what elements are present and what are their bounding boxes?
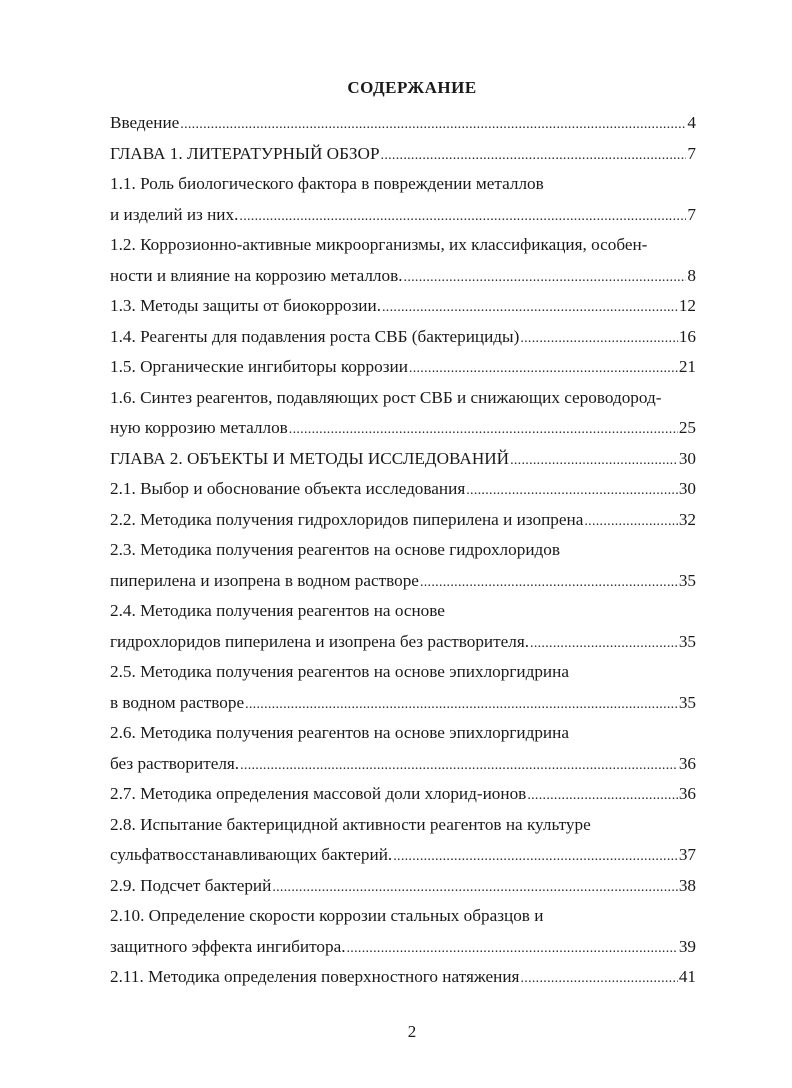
toc-entry-text: 1.4. Реагенты для подавления роста СВБ (бактерициды)	[110, 326, 520, 346]
toc-entry-line	[110, 718, 696, 749]
toc-dot-leader	[272, 871, 677, 904]
toc-dot-leader	[393, 840, 678, 873]
toc-dot-leader	[530, 627, 678, 660]
toc-entry-line	[110, 840, 696, 871]
toc-dot-leader	[245, 688, 678, 721]
toc-page-number: 8	[687, 265, 696, 285]
toc-entry-line	[110, 352, 696, 383]
toc-dot-leader	[404, 261, 687, 294]
toc-dot-leader	[382, 291, 678, 324]
toc-entry-text: в водном растворе	[110, 692, 245, 712]
toc-page-number: 12	[678, 296, 696, 315]
toc-entry-text: 1.2. Коррозионно-активные микроорганизмы, их классификация, особен-	[110, 235, 648, 254]
toc-page-number: 36	[678, 784, 696, 803]
toc-entry-text: защитного эффекта ингибитора.	[110, 936, 346, 956]
toc-dot-leader	[420, 566, 678, 599]
toc-entry-text: 2.3. Методика получения реагентов на основе гидрохлоридов	[110, 540, 560, 559]
toc-page-number: 37	[678, 845, 696, 864]
toc-dot-leader	[409, 352, 678, 385]
toc-entry-text: пиперилена и изопрена в водном растворе	[110, 570, 419, 590]
toc-entry-line	[110, 108, 696, 139]
toc-entry-line	[110, 383, 696, 414]
toc-entry-line	[110, 291, 696, 322]
toc-page-number: 35	[678, 692, 696, 712]
toc-entry-text: 2.9. Подсчет бактерий	[110, 875, 272, 895]
toc-entry-line	[110, 444, 696, 475]
toc-entry-line	[110, 535, 696, 566]
toc-page-number: 38	[678, 875, 696, 895]
toc-entry-text: 2.7. Методика определения массовой доли хлорид-ионов	[110, 784, 527, 803]
page-number: 2	[407, 1022, 417, 1041]
toc-page-number: 41	[678, 967, 696, 986]
toc-entry-line	[110, 749, 696, 780]
toc-entry-text: 2.6. Методика получения реагентов на основе эпихлоргидрина	[110, 723, 569, 742]
toc-page-number: 7	[687, 143, 696, 163]
toc-dot-leader	[527, 779, 678, 812]
table-of-contents	[110, 108, 696, 993]
toc-entry-line	[110, 871, 696, 902]
toc-entry-line	[110, 627, 696, 658]
toc-dot-leader	[510, 444, 678, 477]
toc-entry-line	[110, 139, 696, 170]
toc-entry-text: сульфатвосстанавливающих бактерий.	[110, 845, 393, 864]
toc-entry-text: 2.2. Методика получения гидрохлоридов пиперилена и изопрена	[110, 509, 584, 529]
toc-entry-line	[110, 566, 696, 597]
toc-entry-text: 2.10. Определение скорости коррозии стальных образцов и	[110, 906, 544, 925]
toc-entry-line	[110, 688, 696, 719]
toc-entry-text: 1.1. Роль биологического фактора в повреждении металлов	[110, 174, 544, 193]
toc-page-number: 39	[678, 936, 696, 956]
toc-dot-leader	[466, 474, 678, 507]
toc-entry-line	[110, 200, 696, 231]
toc-entry-text: Введение	[110, 113, 180, 132]
toc-page-number: 35	[678, 631, 696, 651]
toc-entry-text: 2.4. Методика получения реагентов на основе	[110, 601, 445, 620]
toc-entry-text: ности и влияние на коррозию металлов.	[110, 265, 403, 285]
toc-entry-text: ную коррозию металлов	[110, 418, 288, 437]
toc-entry-line	[110, 230, 696, 261]
toc-page-number: 21	[678, 357, 696, 376]
toc-entry-line	[110, 505, 696, 536]
toc-dot-leader	[240, 749, 678, 782]
toc-entry-text: и изделий из них.	[110, 204, 239, 224]
toc-entry-text: 1.3. Методы защиты от биокоррозии.	[110, 296, 381, 315]
toc-entry-line	[110, 901, 696, 932]
toc-entry-line	[110, 322, 696, 353]
toc-dot-leader	[239, 200, 686, 233]
toc-dot-leader	[520, 962, 677, 995]
toc-dot-leader	[289, 413, 678, 446]
toc-dot-leader	[381, 139, 687, 172]
toc-entry-text: ГЛАВА 1. ЛИТЕРАТУРНЫЙ ОБЗОР	[110, 143, 380, 163]
toc-page-number: 30	[678, 479, 696, 498]
toc-entry-text: гидрохлоридов пиперилена и изопрена без растворителя.	[110, 631, 530, 651]
toc-page-number: 16	[678, 326, 696, 346]
toc-entry-text: ГЛАВА 2. ОБЪЕКТЫ И МЕТОДЫ ИССЛЕДОВАНИЙ	[110, 448, 510, 468]
toc-entry-line	[110, 596, 696, 627]
toc-entry-line	[110, 932, 696, 963]
toc-entry-text: 1.5. Органические ингибиторы коррозии	[110, 357, 408, 376]
toc-page-number: 36	[678, 753, 696, 773]
toc-entry-line	[110, 169, 696, 200]
toc-page-number: 32	[678, 509, 696, 529]
toc-page-number: 30	[678, 448, 696, 468]
toc-entry-line	[110, 474, 696, 505]
toc-page-number: 7	[687, 204, 696, 224]
toc-page-number: 4	[687, 113, 696, 132]
toc-entry-text: 2.8. Испытание бактерицидной активности реагентов на культуре	[110, 814, 591, 834]
toc-entry-text: 1.6. Синтез реагентов, подавляющих рост СВБ и снижающих сероводород-	[110, 387, 662, 407]
toc-page-number: 25	[678, 418, 696, 437]
toc-entry-text: 2.5. Методика получения реагентов на основе эпихлоргидрина	[110, 662, 569, 681]
toc-dot-leader	[180, 108, 686, 141]
toc-entry-text: 2.1. Выбор и обоснование объекта исследования	[110, 479, 466, 498]
toc-entry-line	[110, 657, 696, 688]
toc-entry-line	[110, 779, 696, 810]
toc-entry-line	[110, 413, 696, 444]
toc-dot-leader	[584, 505, 677, 538]
toc-entry-text: без растворителя.	[110, 753, 240, 773]
toc-dot-leader	[347, 932, 678, 965]
toc-entry-text: 2.11. Методика определения поверхностного натяжения	[110, 967, 520, 986]
toc-entry-line	[110, 962, 696, 993]
toc-entry-line	[110, 261, 696, 292]
toc-dot-leader	[520, 322, 677, 355]
page-title: СОДЕРЖАНИЕ	[347, 78, 477, 97]
toc-entry-line	[110, 810, 696, 841]
toc-page-number: 35	[678, 570, 696, 590]
